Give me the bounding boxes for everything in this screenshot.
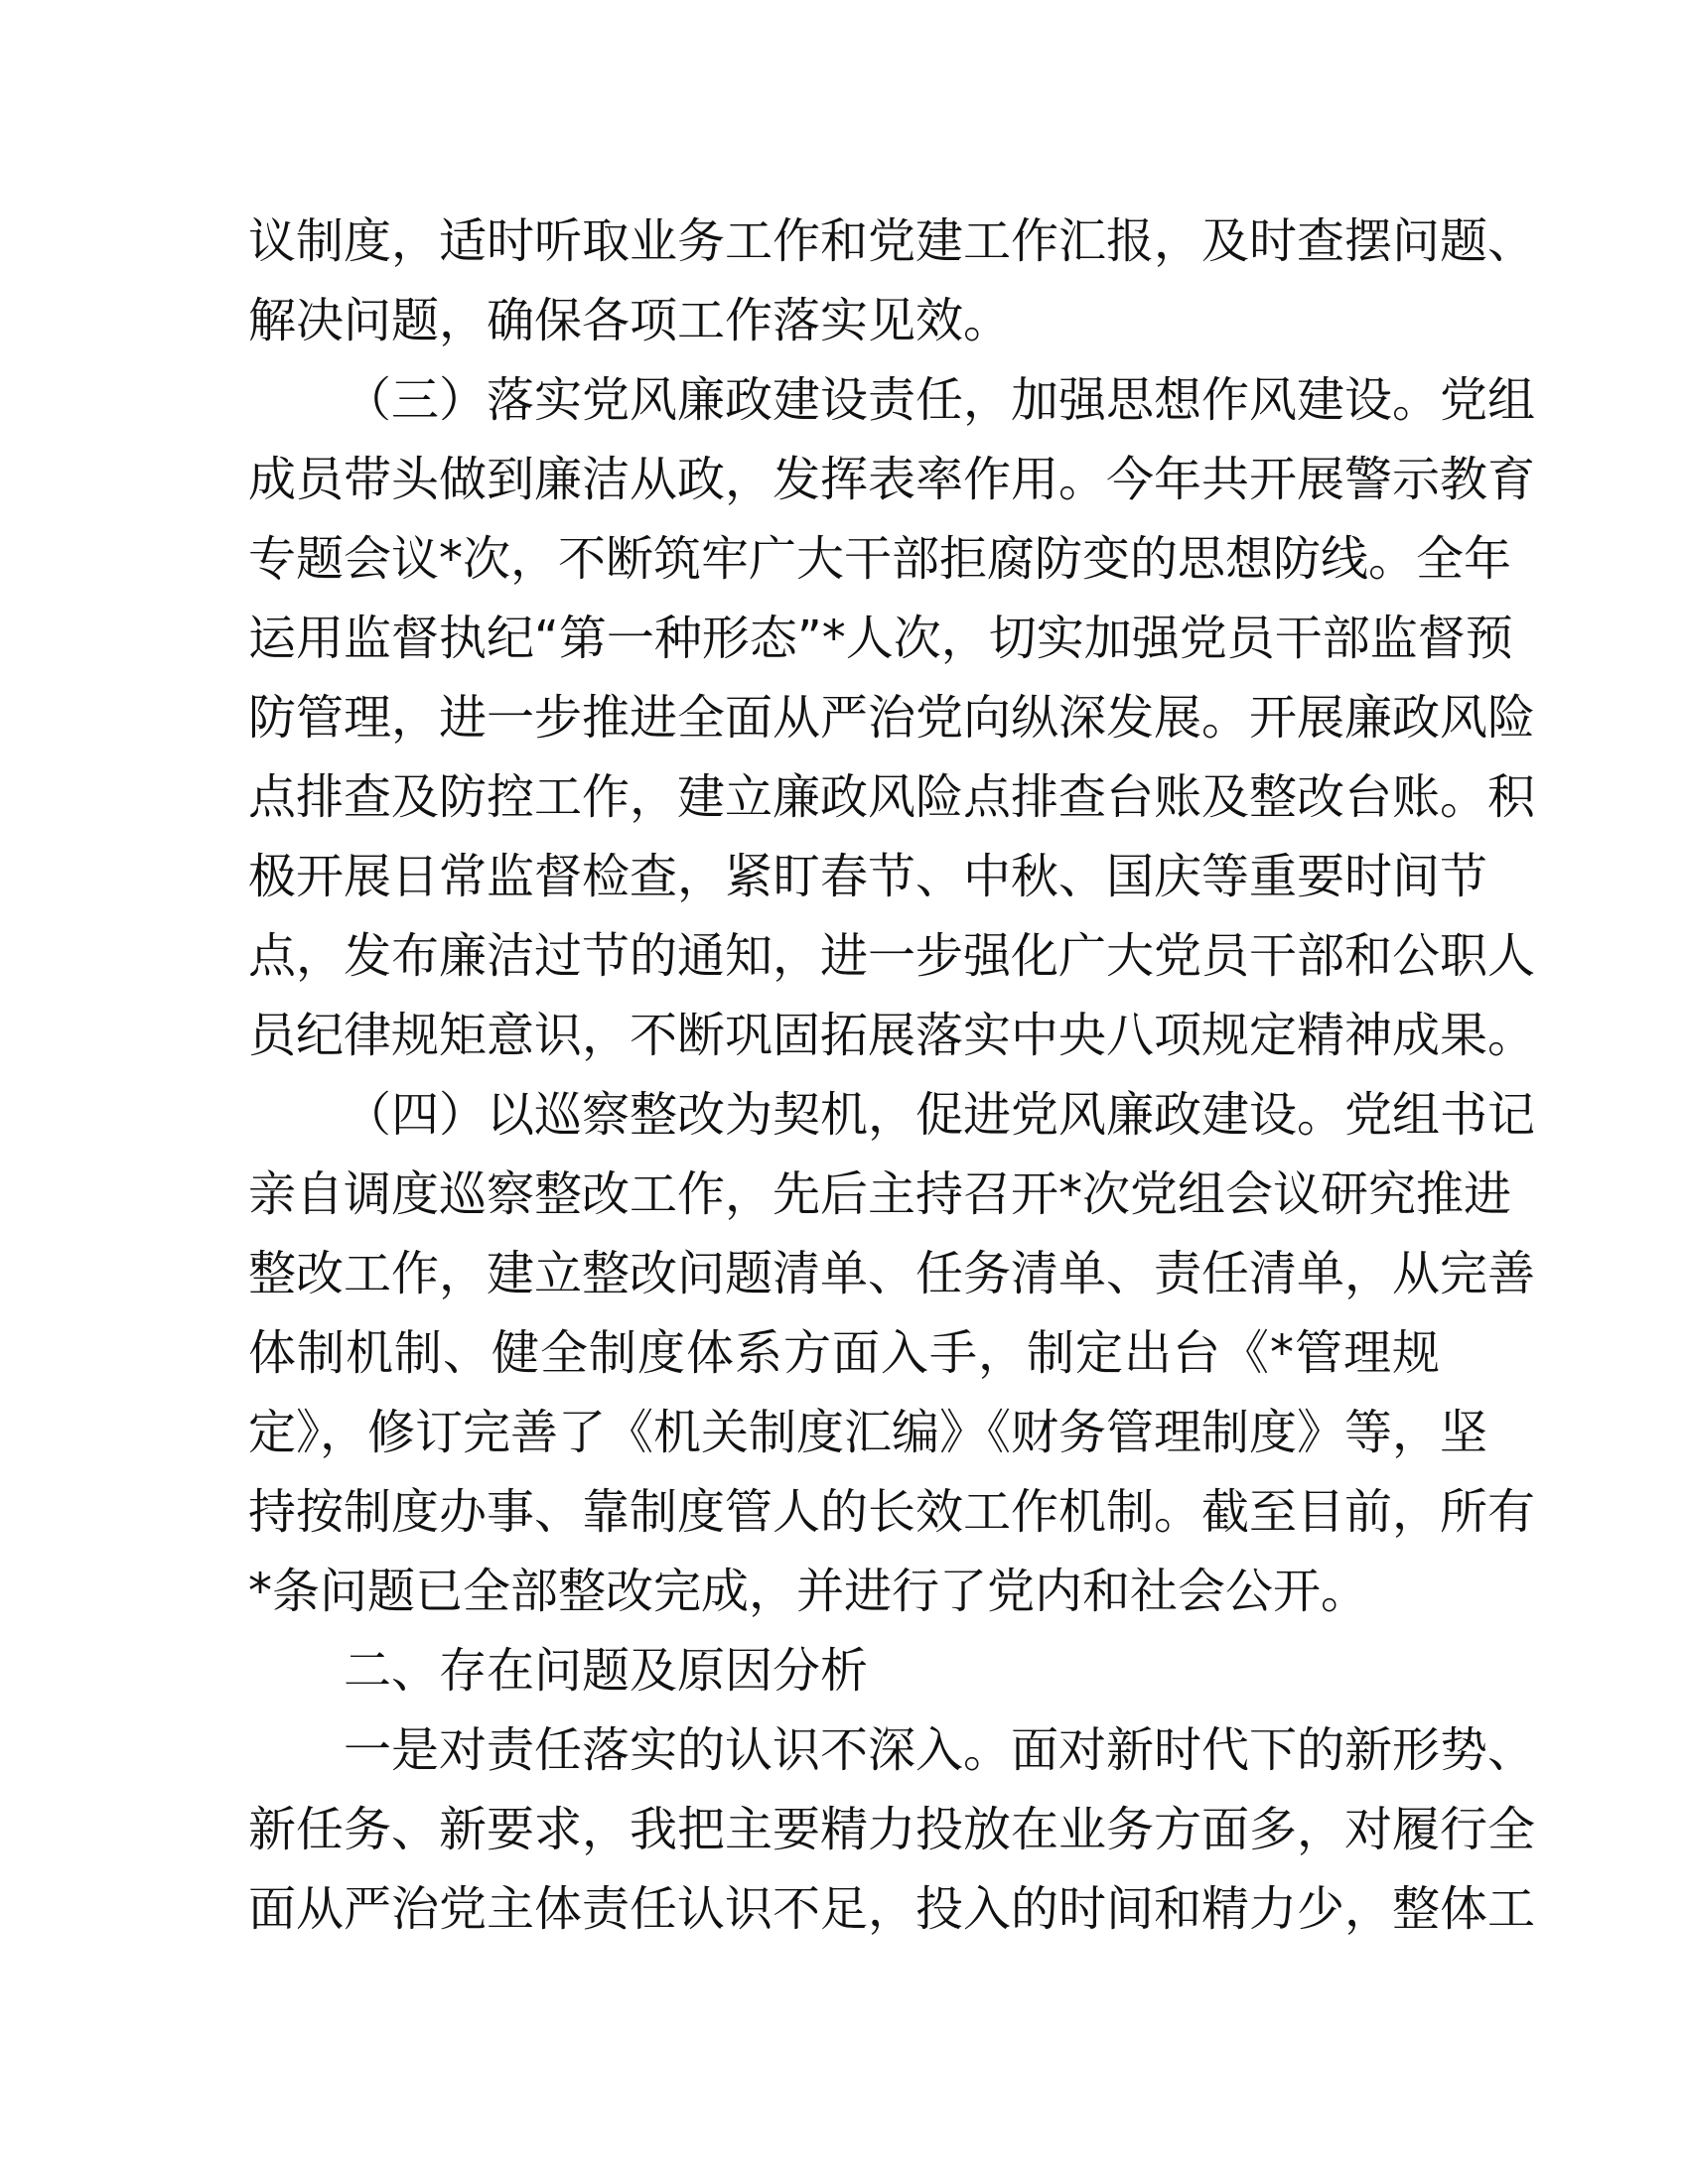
- text-line: 一是对责任落实的认识不深入。面对新时代下的新形势、: [344, 1722, 1536, 1778]
- paragraph: [248, 202, 1536, 360]
- text-line: 成员带头做到廉洁从政，发挥表率作用。今年共开展警示教育: [248, 452, 1536, 507]
- text-line: 点，发布廉洁过节的通知，进一步强化广大党员干部和公职人: [248, 928, 1536, 984]
- text-line: *条问题已全部整改完成，并进行了党内和社会公开。: [248, 1564, 1369, 1619]
- text-line: 解决问题，确保各项工作落实见效。: [248, 293, 1012, 348]
- document-body: [248, 202, 1536, 1949]
- text-line: 定》，修订完善了《机关制度汇编》《财务管理制度》等，坚: [248, 1405, 1488, 1460]
- paragraph: [248, 1075, 1536, 1631]
- text-line: 议制度，适时听取业务工作和党建工作汇报，及时查摆问题、: [248, 213, 1536, 269]
- paragraph: [248, 1710, 1536, 1949]
- text-line: 专题会议*次，不断筑牢广大干部拒腐防变的思想防线。全年: [248, 531, 1512, 587]
- text-line: 面从严治党主体责任认识不足，投入的时间和精力少，整体工: [248, 1881, 1536, 1937]
- text-line: 二、存在问题及原因分析: [344, 1643, 869, 1699]
- text-line: （四）以巡察整改为契机，促进党风廉政建设。党组书记: [344, 1087, 1536, 1143]
- text-line: （三）落实党风廉政建设责任，加强思想作风建设。党组: [344, 372, 1536, 428]
- text-line: 体制机制、健全制度体系方面入手，制定出台《*管理规: [248, 1325, 1440, 1381]
- text-line: 运用监督执纪“第一种形态”*人次，切实加强党员干部监督预: [248, 611, 1513, 666]
- text-line: 新任务、新要求，我把主要精力投放在业务方面多，对履行全: [248, 1802, 1536, 1857]
- text-line: 防管理，进一步推进全面从严治党向纵深发展。开展廉政风险: [248, 690, 1536, 746]
- text-line: 员纪律规矩意识，不断巩固拓展落实中央八项规定精神成果。: [248, 1008, 1536, 1063]
- text-line: 亲自调度巡察整改工作，先后主持召开*次党组会议研究推进: [248, 1166, 1512, 1222]
- section-heading: [248, 1631, 1440, 1710]
- text-line: 整改工作，建立整改问题清单、任务清单、责任清单，从完善: [248, 1246, 1536, 1301]
- paragraph: [248, 360, 1536, 1075]
- text-line: 点排查及防控工作，建立廉政风险点排查台账及整改台账。积: [248, 769, 1536, 825]
- text-line: 持按制度办事、靠制度管人的长效工作机制。截至目前，所有: [248, 1484, 1536, 1540]
- text-line: 极开展日常监督检查，紧盯春节、中秋、国庆等重要时间节: [248, 849, 1488, 904]
